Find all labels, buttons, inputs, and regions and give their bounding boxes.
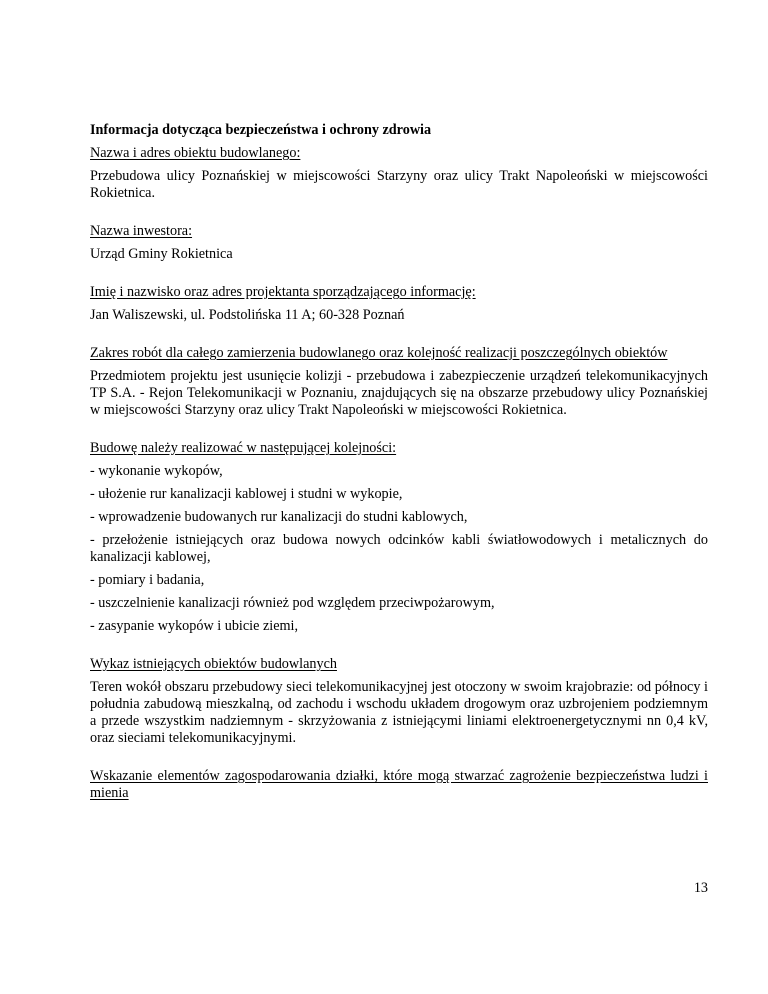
document-title: Informacja dotycząca bezpieczeństwa i ochrony zdrowia [90, 122, 432, 138]
list-item: - przełożenie istniejących oraz budowa nowych odcinków kabli światłowodowych i metalicznych do kanalizacji kablowej, [90, 532, 708, 565]
designer-text: Jan Waliszewski, ul. Podstolińska 11 A; 60-328 Poznań [90, 307, 405, 323]
order-list [90, 463, 708, 635]
list-item: - zasypanie wykopów i ubicie ziemi, [90, 618, 299, 634]
list-item: - uszczelnienie kanalizacji również pod względem przeciwpożarowym, [90, 595, 495, 611]
object-text: Przebudowa ulicy Poznańskiej w miejscowości Starzyny oraz ulicy Trakt Napoleoński w miejscowości Rokietnica. [90, 168, 708, 201]
designer-heading: Imię i nazwisko oraz adres projektanta sporządzającego informację: [90, 284, 476, 300]
investor-text: Urząd Gminy Rokietnica [90, 246, 233, 262]
document-body [90, 122, 708, 808]
list-item: - pomiary i badania, [90, 572, 205, 588]
hazards-heading: Wskazanie elementów zagospodarowania działki, które mogą stwarzać zagrożenie bezpieczeństwa ludzi i mienia [90, 768, 708, 801]
existing-text: Teren wokół obszaru przebudowy sieci telekomunikacyjnej jest otoczony w swoim krajobrazie: od północy i południa zabudową mieszkalną, od zachodu i wschodu układem drogowym oraz uzbrojeniem podziemnym a przede wszystkim nadziemnym - skrzyżowania z istniejącymi liniami elektroenergetycznymi nn 0,4 kV, oraz sieciami telekomunikacyjnymi. [90, 679, 708, 746]
existing-heading: Wykaz istniejących obiektów budowlanych [90, 656, 337, 672]
page-number: 13 [693, 880, 708, 896]
order-heading: Budowę należy realizować w następującej kolejności: [90, 440, 397, 456]
list-item: - wprowadzenie budowanych rur kanalizacji do studni kablowych, [90, 509, 468, 525]
investor-heading: Nazwa inwestora: [90, 223, 193, 239]
object-heading: Nazwa i adres obiektu budowlanego: [90, 145, 301, 161]
scope-text: Przedmiotem projektu jest usunięcie kolizji - przebudowa i zabezpieczenie urządzeń telekomunikacyjnych TP S.A. - Rejon Telekomunikacji w Poznaniu, znajdujących się na obszarze przebudowy ulicy Poznańskiej w miejscowości Starzyny oraz ulicy Trakt Napoleoński w miejscowości Rokietnica. [90, 368, 708, 418]
list-item: - ułożenie rur kanalizacji kablowej i studni w wykopie, [90, 486, 403, 502]
scope-heading: Zakres robót dla całego zamierzenia budowlanego oraz kolejność realizacji poszczególnych obiektów [90, 345, 668, 361]
list-item: - wykonanie wykopów, [90, 463, 223, 479]
